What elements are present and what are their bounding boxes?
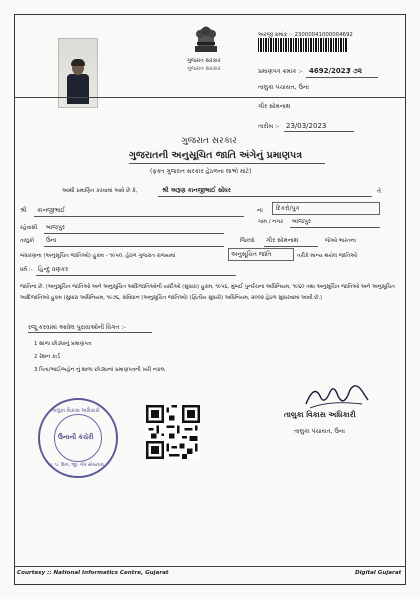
application-number: અરજી ક્રમાંક :- 23000041000004692 [258,32,353,38]
religion-prefix: ધર્મ :- [20,267,33,273]
legal-paragraph: જાતિના છે. (અનુસૂચિત જાતિઓ અને અનુસૂચિત આદિજાતિઓની યાદીઓ (સુધારા) હુકમ, ૧૯૫૬, મુંબઈ પુનર્રચના અધિનિયમ, ૧૯૬૦ તથા અનુસૂચિત જાતિઓ અને અનુસૂચિત આદિજાતિઓ હુકમ (સુધારા અધિનિયમ, ૧૯૭૬, સંવિધાન (અનુસૂચિત જાતિઓ) (દ્વિતીય સુધારો) અધિનિયમ, ૨૦૦૨ હેઠળ સુધારવામાં આવી છે.) [20,284,395,301]
district: ગીર સોમનાથ [266,237,299,244]
certify-suffix: તે [377,188,381,195]
village-label: ગામ / નગર [258,219,284,225]
emblem-caption-bottom: ગુજરાત સરકાર [187,66,221,72]
document-item: 3 પિતા/ભાઈ/બહેન નું શાળા છોડ્યાનાં પ્રમાણપત્રની ખરી નકલ [34,367,165,373]
issue-date: 23/03/2023 [286,122,327,130]
footer-brand: Digital Gujarat [355,570,402,576]
officer-signature-icon [300,378,372,414]
office-seal [38,398,118,478]
seal-text-top: તાલુકા વિકાસ અધિકારી [52,408,100,414]
applicant-name: શ્રી અરૂણ કાનજીભાઈ સોંધર [162,187,231,194]
certify-text: આથી પ્રમાણિત કરવામાં આવે છે કે, [62,188,138,194]
date-label: તારીખ :- [258,123,280,130]
seal-text-bottom: તા. પં. ઉના, જી. ગીર સોમનાથ [48,463,104,468]
caste-category: અનુસૂચિત જાતિ [231,251,272,258]
constitution-text: બંધારણના (અનુસૂચિત જાતિઓ) હુકમ - ૧૯૫૦, હેઠળ ગુજરાત રાજ્યમાં [20,253,176,259]
taluka: ઉના [46,237,57,244]
residence: બાજપુર [46,224,65,231]
relation: દિકરો/પુત્ર [276,205,300,212]
recognized-text: તરીકે માન્ય થયેલ જાતિઓ [297,253,358,259]
emblem-caption: ગુજરાત સરકાર [187,58,221,64]
certificate-number-label: પ્રમાણપત્ર ક્રમાંક :- [258,68,303,75]
document-item: 1 શાળા છોડ્યાનું પ્રમાણપત્ર [34,341,92,347]
government-title: ગુજરાત સરકાર [181,136,237,146]
taluka-label: તાલુકો [20,238,35,244]
certificate-number-suffix: / ૭૨ [348,67,362,75]
seal-text-middle: ઉનાની કચેરી [58,433,94,441]
relation-prefix: ના [257,207,263,214]
state-emblem-icon [186,22,226,56]
certificate-subtitle: (ફક્ત ગુજરાત સરકાર હેઠળના લાભો માટે) [150,168,252,175]
footer-courtesy: Courtesy :: National Informatics Centre, Gujarat [17,570,169,576]
district-label: જિલ્લો [240,238,255,244]
father-name: કાનજીભાઈ [37,207,66,214]
religion: હિન્દુ વણકર [38,266,69,273]
district-header: ગીર સોમનાથ [258,103,291,110]
officer-designation: તાલુકા વિકાસ અધિકારી [284,410,356,419]
father-prefix: શ્રી [20,207,27,214]
state-text: જેઓ ભારતના [325,238,357,244]
certificate-number: 4692/2023 [309,67,351,75]
officer-office: તાલુકા પંચાયત, ઉના [294,428,345,435]
qr-code-icon [146,405,200,459]
barcode [258,38,348,52]
village-value: બાજપુર [292,218,311,225]
documents-heading: રજૂ કરવામાં આવેલ પુરાવાઓની વિગત :- [28,324,126,331]
certificate-title: ગુજરાતની અનુસૂચિત જાતિ અંગેનું પ્રમાણપત્ર [129,150,303,161]
residence-label: રહેવાસી [20,225,38,231]
issuing-office: તાલુકા પંચાયત, ઉના [258,84,309,91]
document-item: 2 રેશન કાર્ડ [34,354,60,360]
